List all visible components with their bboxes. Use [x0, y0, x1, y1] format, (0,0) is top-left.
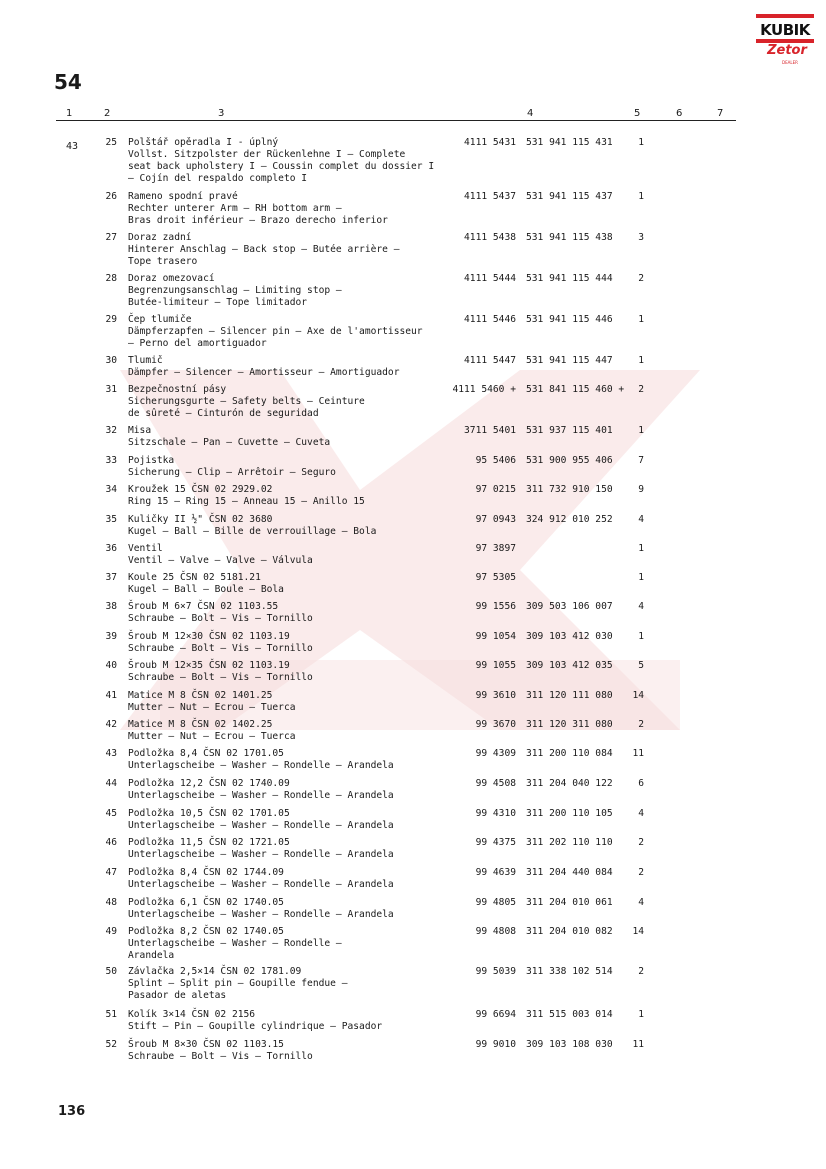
- part-position: 37: [105, 572, 117, 583]
- part-position: 40: [105, 660, 117, 671]
- part-description: [128, 966, 448, 1002]
- part-number: 99 4805: [475, 897, 516, 908]
- part-position: 35: [105, 514, 117, 525]
- part-position: 52: [105, 1039, 117, 1050]
- part-description: [128, 273, 448, 309]
- part-number: 97 0215: [475, 484, 516, 495]
- description-line: Unterlagscheibe — Washer — Rondelle — Arandela: [128, 820, 394, 831]
- part-position: 36: [105, 543, 117, 554]
- quantity: 1: [638, 137, 644, 148]
- part-number: 97 0943: [475, 514, 516, 525]
- part-number: 95 5406: [475, 455, 516, 466]
- part-description: [128, 897, 448, 921]
- description-line: Doraz zadní: [128, 232, 192, 243]
- part-number: 99 4639: [475, 867, 516, 878]
- quantity: 2: [638, 966, 644, 977]
- catalog-number: 311 204 010 082: [526, 926, 613, 937]
- part-position: 27: [105, 232, 117, 243]
- description-line: Podložka 10,5 ČSN 02 1701.05: [128, 808, 290, 819]
- part-position: 42: [105, 719, 117, 730]
- description-line: Kuličky II ½" ČSN 02 3680: [128, 514, 273, 525]
- part-description: [128, 137, 448, 185]
- description-line: Dämpfer — Silencer — Amortisseur — Amortiguador: [128, 367, 400, 378]
- part-position: 33: [105, 455, 117, 466]
- part-number: 4111 5437: [464, 191, 516, 202]
- description-line: Doraz omezovací: [128, 273, 215, 284]
- description-line: Schraube — Bolt — Vis — Tornillo: [128, 672, 313, 683]
- part-description: [128, 748, 448, 772]
- part-description: [128, 690, 448, 714]
- description-line: seat back upholstery I — Coussin complet du dossier I: [128, 161, 435, 172]
- description-line: Podložka 6,1 ČSN 02 1740.05: [128, 897, 284, 908]
- quantity: 2: [638, 719, 644, 730]
- part-position: 30: [105, 355, 117, 366]
- catalog-number: 531 941 115 431: [526, 137, 613, 148]
- group-number: 43: [66, 141, 79, 152]
- part-number: 99 3670: [475, 719, 516, 730]
- description-line: Butée-limiteur — Tope limitador: [128, 297, 308, 308]
- catalog-number: 324 912 010 252: [526, 514, 613, 525]
- column-header-6: 6: [676, 108, 683, 119]
- description-line: Vollst. Sitzpolster der Rückenlehne I — Complete: [128, 149, 406, 160]
- description-line: Šroub M 12×30 ČSN 02 1103.19: [128, 631, 290, 642]
- quantity: 11: [632, 748, 644, 759]
- column-header-2: 2: [104, 108, 111, 119]
- part-position: 28: [105, 273, 117, 284]
- description-line: Mutter — Nut — Ecrou — Tuerca: [128, 731, 296, 742]
- part-position: 26: [105, 191, 117, 202]
- catalog-number: 311 732 910 150: [526, 484, 613, 495]
- description-line: Splint — Split pin — Goupille fendue —: [128, 978, 348, 989]
- part-description: [128, 867, 448, 891]
- part-number: 97 5305: [475, 572, 516, 583]
- description-line: Podložka 8,4 ČSN 02 1744.09: [128, 867, 284, 878]
- part-position: 32: [105, 425, 117, 436]
- part-description: [128, 660, 448, 684]
- column-header-3: 3: [218, 108, 225, 119]
- description-line: Podložka 8,2 ČSN 02 1740.05: [128, 926, 284, 937]
- description-line: Kroužek 15 ČSN 02 2929.02: [128, 484, 273, 495]
- quantity: 4: [638, 514, 644, 525]
- description-line: Sitzschale — Pan — Cuvette — Cuveta: [128, 437, 331, 448]
- description-line: Šroub M 8×30 ČSN 02 1103.15: [128, 1039, 284, 1050]
- part-description: [128, 719, 448, 743]
- description-line: Sicherung — Clip — Arrêtoir — Seguro: [128, 467, 336, 478]
- part-description: [128, 601, 448, 625]
- description-line: Misa: [128, 425, 152, 436]
- logo-dealer: DEALER: [782, 60, 798, 65]
- description-line: Kolík 3×14 ČSN 02 2156: [128, 1009, 256, 1020]
- quantity: 2: [638, 384, 644, 395]
- quantity: 9: [638, 484, 644, 495]
- part-number: 4111 5431: [464, 137, 516, 148]
- description-line: Šroub M 6×7 ČSN 02 1103.55: [128, 601, 279, 612]
- part-description: [128, 808, 448, 832]
- quantity: 1: [638, 355, 644, 366]
- description-line: Unterlagscheibe — Washer — Rondelle — Arandela: [128, 790, 394, 801]
- description-line: Podložka 12,2 ČSN 02 1740.09: [128, 778, 290, 789]
- description-line: Mutter — Nut — Ecrou — Tuerca: [128, 702, 296, 713]
- description-line: Matice M 8 ČSN 02 1401.25: [128, 690, 273, 701]
- part-position: 39: [105, 631, 117, 642]
- part-number: 4111 5438: [464, 232, 516, 243]
- description-line: de sûreté — Cinturón de seguridad: [128, 408, 319, 419]
- column-header-1: 1: [66, 108, 73, 119]
- part-position: 41: [105, 690, 117, 701]
- column-header-7: 7: [717, 108, 724, 119]
- catalog-number: 311 200 110 084: [526, 748, 613, 759]
- catalog-number: 311 515 003 014: [526, 1009, 613, 1020]
- part-description: [128, 384, 448, 420]
- part-number: 99 1556: [475, 601, 516, 612]
- catalog-number: 309 103 412 030: [526, 631, 613, 642]
- column-header-5: 5: [634, 108, 641, 119]
- part-position: 31: [105, 384, 117, 395]
- part-position: 47: [105, 867, 117, 878]
- catalog-number: 309 103 412 035: [526, 660, 613, 671]
- quantity: 3: [638, 232, 644, 243]
- part-number: 99 4310: [475, 808, 516, 819]
- part-description: [128, 631, 448, 655]
- part-position: 46: [105, 837, 117, 848]
- description-line: Schraube — Bolt — Vis — Tornillo: [128, 613, 313, 624]
- part-description: [128, 778, 448, 802]
- description-line: Pasador de aletas: [128, 990, 227, 1001]
- part-number: 99 9010: [475, 1039, 516, 1050]
- description-line: Bras droit inférieur — Brazo derecho inferior: [128, 215, 388, 226]
- column-header-4: 4: [527, 108, 534, 119]
- description-line: Kugel — Ball — Bille de verrouillage — Bola: [128, 526, 377, 537]
- description-line: — Cojín del respaldo completo I: [128, 173, 308, 184]
- part-number: 4111 5444: [464, 273, 516, 284]
- catalog-number: 311 120 111 080: [526, 690, 613, 701]
- part-description: [128, 837, 448, 861]
- catalog-number: 531 841 115 460 +: [526, 384, 625, 395]
- part-position: 29: [105, 314, 117, 325]
- description-line: Hinterer Anschlag — Back stop — Butée arrière —: [128, 244, 400, 255]
- quantity: 2: [638, 867, 644, 878]
- part-number: 4111 5460 +: [452, 384, 516, 395]
- quantity: 1: [638, 1009, 644, 1020]
- catalog-number: 531 941 115 438: [526, 232, 613, 243]
- part-description: [128, 1009, 448, 1033]
- part-description: [128, 484, 448, 508]
- quantity: 6: [638, 778, 644, 789]
- description-line: Dämpferzapfen — Silencer pin — Axe de l'amortisseur: [128, 326, 423, 337]
- description-line: Bezpečnostní pásy: [128, 384, 227, 395]
- kubik-zetor-logo: [756, 14, 814, 70]
- quantity: 5: [638, 660, 644, 671]
- part-number: 3711 5401: [464, 425, 516, 436]
- quantity: 4: [638, 601, 644, 612]
- description-line: Unterlagscheibe — Washer — Rondelle — Arandela: [128, 909, 394, 920]
- description-line: Matice M 8 ČSN 02 1402.25: [128, 719, 273, 730]
- catalog-number: 531 941 115 446: [526, 314, 613, 325]
- catalog-number: 311 338 102 514: [526, 966, 613, 977]
- description-line: Rameno spodní pravé: [128, 191, 238, 202]
- catalog-number: 311 120 311 080: [526, 719, 613, 730]
- quantity: 1: [638, 572, 644, 583]
- catalog-number: 311 202 110 110: [526, 837, 613, 848]
- part-description: [128, 191, 448, 227]
- part-description: [128, 455, 448, 479]
- description-line: Podložka 8,4 ČSN 02 1701.05: [128, 748, 284, 759]
- logo-sub: Zetor: [767, 43, 807, 58]
- part-number: 4111 5447: [464, 355, 516, 366]
- description-line: Schraube — Bolt — Vis — Tornillo: [128, 643, 313, 654]
- description-line: Unterlagscheibe — Washer — Rondelle — Arandela: [128, 879, 394, 890]
- catalog-number: 531 941 115 437: [526, 191, 613, 202]
- part-description: [128, 543, 448, 567]
- quantity: 14: [632, 926, 644, 937]
- header-rule: [56, 120, 736, 121]
- logo-brand: KUBIK: [760, 21, 810, 39]
- description-line: Arandela: [128, 950, 175, 961]
- catalog-number: 531 941 115 444: [526, 273, 613, 284]
- catalog-number: 311 204 040 122: [526, 778, 613, 789]
- part-number: 99 4309: [475, 748, 516, 759]
- part-description: [128, 232, 448, 268]
- quantity: 2: [638, 837, 644, 848]
- description-line: Čep tlumiče: [128, 314, 192, 325]
- description-line: Kugel — Ball — Boule — Bola: [128, 584, 284, 595]
- part-description: [128, 1039, 448, 1063]
- part-position: 51: [105, 1009, 117, 1020]
- part-position: 45: [105, 808, 117, 819]
- part-position: 44: [105, 778, 117, 789]
- quantity: 4: [638, 808, 644, 819]
- part-number: 99 6694: [475, 1009, 516, 1020]
- quantity: 1: [638, 191, 644, 202]
- part-position: 34: [105, 484, 117, 495]
- description-line: Závlačka 2,5×14 ČSN 02 1781.09: [128, 966, 302, 977]
- part-position: 38: [105, 601, 117, 612]
- quantity: 11: [632, 1039, 644, 1050]
- part-description: [128, 425, 448, 449]
- quantity: 4: [638, 897, 644, 908]
- part-description: [128, 572, 448, 596]
- bottom-page-number: 136: [58, 1104, 86, 1119]
- description-line: Koule 25 ČSN 02 5181.21: [128, 572, 261, 583]
- quantity: 14: [632, 690, 644, 701]
- quantity: 7: [638, 455, 644, 466]
- description-line: Ventil: [128, 543, 163, 554]
- part-number: 99 4808: [475, 926, 516, 937]
- part-description: [128, 514, 448, 538]
- part-number: 4111 5446: [464, 314, 516, 325]
- catalog-number: 311 204 440 084: [526, 867, 613, 878]
- description-line: Stift — Pin — Goupille cylindrique — Pasador: [128, 1021, 383, 1032]
- part-number: 99 5039: [475, 966, 516, 977]
- part-description: [128, 926, 448, 962]
- description-line: Podložka 11,5 ČSN 02 1721.05: [128, 837, 290, 848]
- part-number: 99 1055: [475, 660, 516, 671]
- description-line: Begrenzungsanschlag — Limiting stop —: [128, 285, 342, 296]
- quantity: 1: [638, 425, 644, 436]
- part-position: 43: [105, 748, 117, 759]
- catalog-number: 311 204 010 061: [526, 897, 613, 908]
- description-line: Rechter unterer Arm — RH bottom arm —: [128, 203, 342, 214]
- description-line: Tope trasero: [128, 256, 198, 267]
- part-position: 48: [105, 897, 117, 908]
- catalog-number: 311 200 110 105: [526, 808, 613, 819]
- part-number: 97 3897: [475, 543, 516, 554]
- catalog-number: 531 937 115 401: [526, 425, 613, 436]
- description-line: Šroub M 12×35 ČSN 02 1103.19: [128, 660, 290, 671]
- part-number: 99 4508: [475, 778, 516, 789]
- description-line: Pojistka: [128, 455, 175, 466]
- quantity: 1: [638, 631, 644, 642]
- part-position: 50: [105, 966, 117, 977]
- part-number: 99 1054: [475, 631, 516, 642]
- page-number: 54: [54, 70, 82, 94]
- part-position: 25: [105, 137, 117, 148]
- description-line: Schraube — Bolt — Vis — Tornillo: [128, 1051, 313, 1062]
- description-line: Unterlagscheibe — Washer — Rondelle — Arandela: [128, 760, 394, 771]
- description-line: Unterlagscheibe — Washer — Rondelle —: [128, 938, 342, 949]
- part-description: [128, 314, 448, 350]
- part-number: 99 4375: [475, 837, 516, 848]
- part-position: 49: [105, 926, 117, 937]
- quantity: 1: [638, 314, 644, 325]
- catalog-number: 309 103 108 030: [526, 1039, 613, 1050]
- quantity: 2: [638, 273, 644, 284]
- description-line: Ring 15 — Ring 15 — Anneau 15 — Anillo 15: [128, 496, 365, 507]
- description-line: Ventil — Valve — Valve — Válvula: [128, 555, 313, 566]
- description-line: Polštář opěradla I - úplný: [128, 137, 279, 148]
- description-line: — Perno del amortiguador: [128, 338, 267, 349]
- catalog-number: 531 941 115 447: [526, 355, 613, 366]
- quantity: 1: [638, 543, 644, 554]
- description-line: Sicherungsgurte — Safety belts — Ceinture: [128, 396, 365, 407]
- description-line: Unterlagscheibe — Washer — Rondelle — Arandela: [128, 849, 394, 860]
- part-number: 99 3610: [475, 690, 516, 701]
- description-line: Tlumič: [128, 355, 163, 366]
- catalog-number: 531 900 955 406: [526, 455, 613, 466]
- catalog-number: 309 503 106 007: [526, 601, 613, 612]
- part-description: [128, 355, 448, 379]
